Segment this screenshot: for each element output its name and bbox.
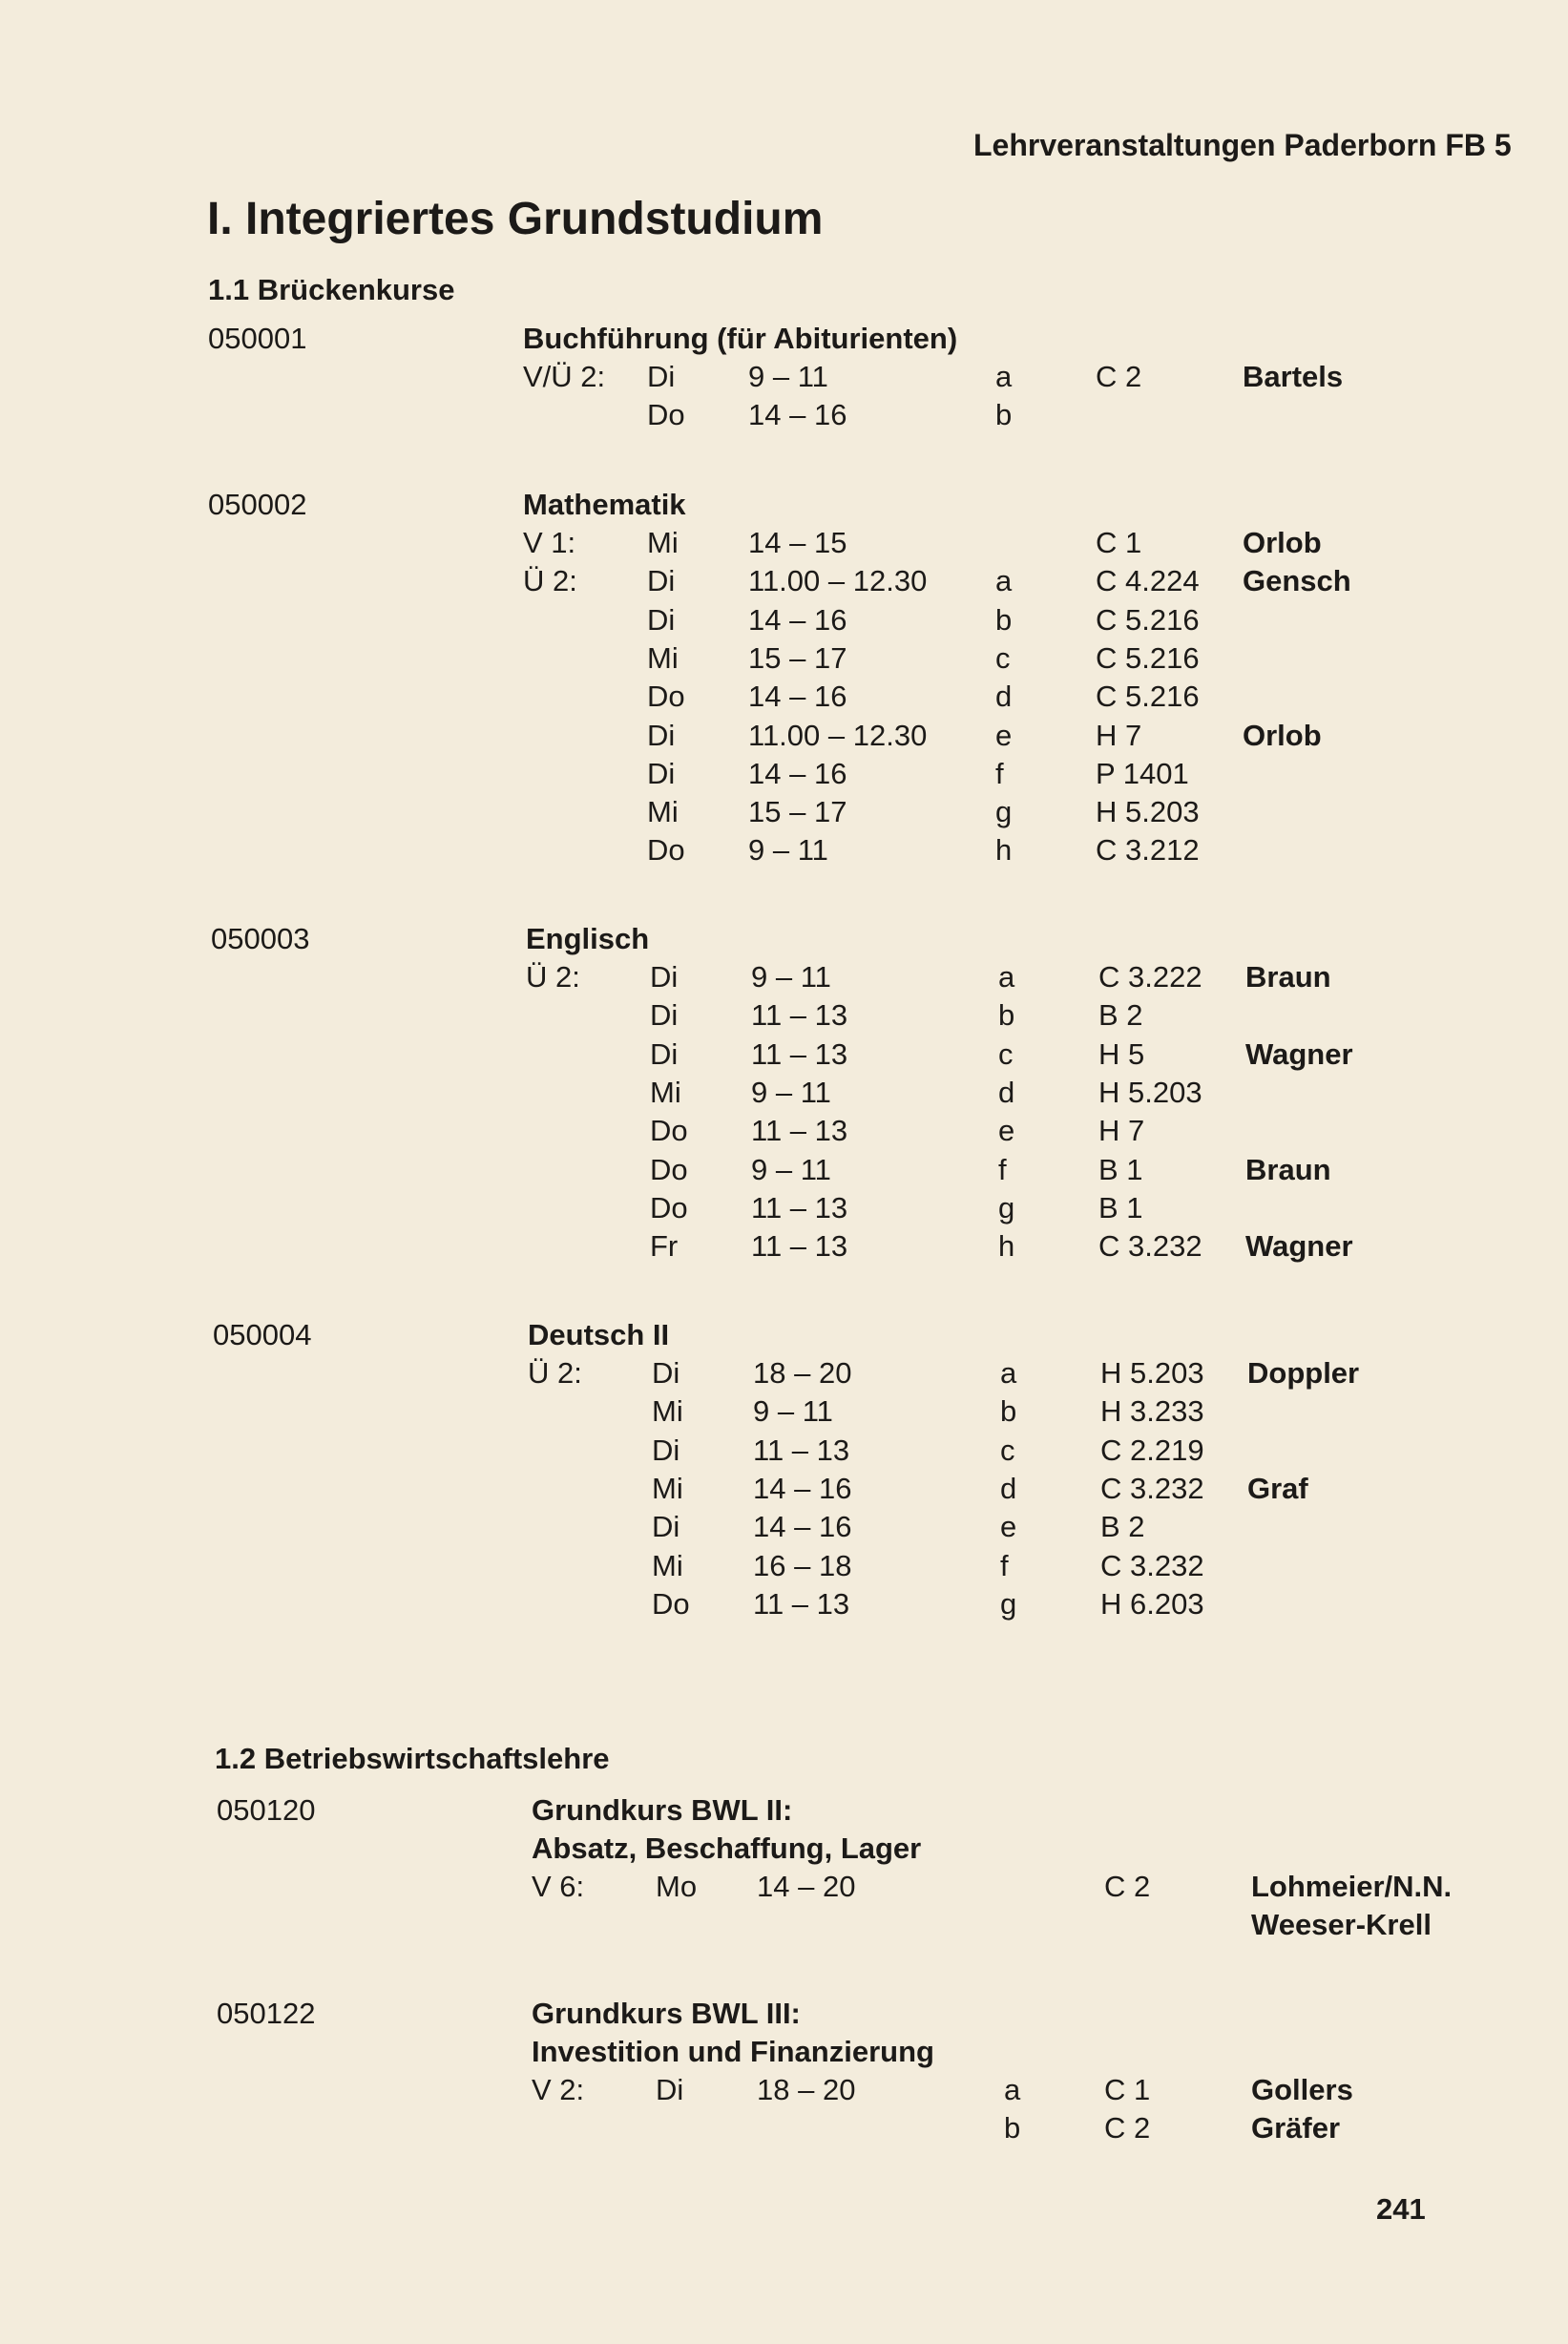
- group-letter: f: [1000, 1548, 1009, 1582]
- weekday: Di: [647, 564, 676, 598]
- session-type: Ü 2:: [523, 564, 577, 598]
- weekday: Di: [647, 360, 676, 393]
- time-slot: 11 – 13: [753, 1586, 850, 1621]
- time-slot: 14 – 16: [748, 398, 847, 432]
- course-title: Grundkurs BWL III:: [532, 1997, 801, 2030]
- lecturer: Gensch: [1243, 564, 1351, 598]
- weekday: Do: [647, 398, 685, 432]
- group-letter: e: [995, 718, 1013, 752]
- time-slot: 11.00 – 12.30: [748, 718, 928, 752]
- group-letter: e: [998, 1114, 1015, 1148]
- room: C 3.232: [1100, 1471, 1204, 1505]
- time-slot: 11 – 13: [753, 1433, 850, 1467]
- time-slot: 15 – 17: [748, 795, 847, 829]
- room: C 3.232: [1098, 1229, 1202, 1264]
- group-letter: d: [995, 680, 1013, 714]
- time-slot: 14 – 16: [753, 1471, 852, 1505]
- time-slot: 9 – 11: [751, 960, 831, 994]
- room: B 2: [1100, 1510, 1145, 1544]
- schedule-row: [0, 398, 1568, 436]
- group-letter: e: [1000, 1510, 1017, 1544]
- schedule-row: [5, 1510, 1568, 1548]
- lecturer: Braun: [1245, 1152, 1331, 1186]
- time-slot: 9 – 11: [751, 1075, 831, 1109]
- time-slot: 11.00 – 12.30: [748, 564, 928, 598]
- course-title: Englisch: [526, 922, 650, 955]
- course-id: 050002: [208, 488, 307, 521]
- group-letter: h: [995, 833, 1013, 868]
- weekday: Mo: [656, 1870, 698, 1903]
- schedule-row: [0, 680, 1568, 718]
- lecturer: Braun: [1245, 960, 1331, 994]
- session-type: V/Ü 2:: [523, 360, 606, 393]
- room: C 4.224: [1096, 564, 1200, 598]
- schedule-row: [9, 2111, 1568, 2149]
- room: B 1: [1098, 1190, 1143, 1224]
- time-slot: 14 – 16: [748, 602, 847, 637]
- schedule-row: [0, 641, 1568, 680]
- group-letter: d: [1000, 1471, 1017, 1505]
- schedule-row: [3, 1037, 1568, 1076]
- group-letter: g: [1000, 1586, 1017, 1621]
- course-title: Mathematik: [523, 488, 686, 521]
- time-slot: 14 – 16: [748, 756, 847, 790]
- schedule-row: [0, 833, 1568, 871]
- weekday: Mi: [647, 640, 679, 675]
- lecturer: Wagner: [1245, 1036, 1353, 1071]
- time-slot: 14 – 15: [748, 526, 847, 559]
- group-letter: g: [998, 1190, 1015, 1224]
- time-slot: 14 – 16: [748, 680, 847, 714]
- group-letter: c: [995, 640, 1011, 675]
- schedule-row: [0, 795, 1568, 833]
- room: C 3.212: [1096, 833, 1200, 868]
- lecturer: Bartels: [1243, 360, 1344, 393]
- room: C 5.216: [1096, 680, 1200, 714]
- schedule-row: [5, 1472, 1568, 1510]
- weekday: Do: [652, 1586, 690, 1621]
- schedule-row: [0, 526, 1568, 564]
- weekday: Do: [650, 1190, 688, 1224]
- group-letter: f: [998, 1152, 1007, 1186]
- course-id: 050004: [213, 1318, 312, 1351]
- lecturer: Orlob: [1243, 526, 1322, 559]
- time-slot: 14 – 16: [753, 1510, 852, 1544]
- schedule-row: [5, 1549, 1568, 1587]
- weekday: Di: [652, 1510, 680, 1544]
- weekday: Do: [650, 1152, 688, 1186]
- weekday: Di: [652, 1433, 680, 1467]
- room: C 5.216: [1096, 602, 1200, 637]
- time-slot: 9 – 11: [748, 360, 828, 393]
- session-type: Ü 2:: [528, 1356, 582, 1390]
- group-letter: a: [1000, 1356, 1017, 1390]
- lecturer: Lohmeier/N.N.: [1251, 1870, 1453, 1903]
- room: C 2.219: [1100, 1433, 1204, 1467]
- lecturer: Gollers: [1251, 2073, 1353, 2106]
- group-letter: f: [995, 756, 1004, 790]
- lecturer: Graf: [1247, 1471, 1308, 1505]
- group-letter: a: [995, 360, 1013, 393]
- weekday: Di: [652, 1356, 680, 1390]
- weekday: Di: [650, 1036, 679, 1071]
- time-slot: 9 – 11: [751, 1152, 831, 1186]
- group-letter: g: [995, 795, 1013, 829]
- weekday: Di: [650, 998, 679, 1033]
- time-slot: 16 – 18: [753, 1548, 852, 1582]
- weekday: Do: [647, 680, 685, 714]
- room: C 2: [1104, 1870, 1151, 1903]
- schedule-row: [3, 1114, 1568, 1152]
- course-title: Buchführung (für Abiturienten): [523, 322, 958, 355]
- lecturer: Wagner: [1245, 1229, 1353, 1264]
- schedule-row: [0, 564, 1568, 602]
- course-title: Deutsch II: [528, 1318, 670, 1351]
- time-slot: 9 – 11: [748, 833, 828, 868]
- session-type: V 2:: [532, 2073, 585, 2106]
- room: H 5.203: [1098, 1075, 1202, 1109]
- room: H 5: [1098, 1036, 1145, 1071]
- schedule-row: [9, 1870, 1568, 1908]
- lecturer: Gräfer: [1251, 2111, 1341, 2145]
- room: B 1: [1098, 1152, 1143, 1186]
- room: P 1401: [1096, 756, 1189, 790]
- schedule-row: [5, 1394, 1568, 1433]
- room: H 5.203: [1096, 795, 1200, 829]
- session-type: V 6:: [532, 1870, 585, 1903]
- weekday: Di: [647, 602, 676, 637]
- course-title: Investition und Finanzierung: [532, 2035, 934, 2068]
- room: C 1: [1104, 2073, 1151, 2106]
- group-letter: b: [1000, 1394, 1017, 1429]
- weekday: Di: [656, 2073, 684, 2106]
- time-slot: 9 – 11: [753, 1394, 833, 1429]
- weekday: Mi: [652, 1471, 683, 1505]
- room: C 3.232: [1100, 1548, 1204, 1582]
- time-slot: 15 – 17: [748, 640, 847, 675]
- schedule-row: [3, 998, 1568, 1036]
- weekday: Di: [647, 756, 676, 790]
- room: B 2: [1098, 998, 1143, 1033]
- time-slot: 14 – 20: [757, 1870, 856, 1903]
- weekday: Mi: [647, 795, 679, 829]
- schedule-row: [5, 1587, 1568, 1625]
- section-title-brueckenkurse: 1.1 Brückenkurse: [208, 273, 455, 306]
- schedule-row: [5, 1434, 1568, 1472]
- group-letter: h: [998, 1229, 1015, 1264]
- weekday: Mi: [647, 526, 679, 559]
- room: H 7: [1098, 1114, 1145, 1148]
- course-title: Grundkurs BWL II:: [532, 1793, 793, 1827]
- weekday: Do: [650, 1114, 688, 1148]
- lecturer: Doppler: [1247, 1356, 1360, 1390]
- course-title: Absatz, Beschaffung, Lager: [532, 1831, 922, 1865]
- course-id: 050120: [217, 1793, 316, 1827]
- weekday: Do: [647, 833, 685, 868]
- schedule-row: [3, 1076, 1568, 1114]
- group-letter: c: [1000, 1433, 1015, 1467]
- schedule-row: [3, 1191, 1568, 1229]
- time-slot: 11 – 13: [751, 1036, 848, 1071]
- group-letter: b: [998, 998, 1015, 1033]
- schedule-row: [3, 1153, 1568, 1191]
- session-type: V 1:: [523, 526, 576, 559]
- main-title: I. Integriertes Grundstudium: [207, 194, 824, 244]
- group-letter: a: [995, 564, 1013, 598]
- schedule-row: [0, 757, 1568, 795]
- group-letter: c: [998, 1036, 1014, 1071]
- weekday: Mi: [652, 1394, 683, 1429]
- room: C 2: [1104, 2111, 1151, 2145]
- schedule-row: [0, 719, 1568, 757]
- schedule-row: [0, 360, 1568, 398]
- group-letter: b: [1004, 2111, 1021, 2145]
- time-slot: 11 – 13: [751, 1190, 848, 1224]
- time-slot: 18 – 20: [757, 2073, 856, 2106]
- session-type: Ü 2:: [526, 960, 580, 994]
- weekday: Mi: [652, 1548, 683, 1582]
- time-slot: 11 – 13: [751, 998, 848, 1033]
- schedule-row: [9, 2073, 1568, 2111]
- room: H 7: [1096, 718, 1142, 752]
- time-slot: 11 – 13: [751, 1114, 848, 1148]
- weekday: Mi: [650, 1075, 681, 1109]
- room: C 3.222: [1098, 960, 1202, 994]
- schedule-row: [3, 1229, 1568, 1267]
- group-letter: a: [1004, 2073, 1021, 2106]
- group-letter: b: [995, 398, 1013, 432]
- room: H 6.203: [1100, 1586, 1204, 1621]
- room: H 5.203: [1100, 1356, 1204, 1390]
- page-number: 241: [1376, 2192, 1426, 2226]
- weekday: Di: [650, 960, 679, 994]
- course-id: 050122: [217, 1997, 316, 2030]
- room: C 2: [1096, 360, 1142, 393]
- course-id: 050003: [211, 922, 310, 955]
- section-title-bwl: 1.2 Betriebswirtschaftslehre: [215, 1742, 610, 1775]
- schedule-row: [3, 960, 1568, 998]
- time-slot: 11 – 13: [751, 1229, 848, 1264]
- running-header: Lehrveranstaltungen Paderborn FB 5: [973, 128, 1512, 162]
- schedule-row: [9, 1908, 1568, 1946]
- room: H 3.233: [1100, 1394, 1204, 1429]
- group-letter: d: [998, 1075, 1015, 1109]
- room: C 1: [1096, 526, 1142, 559]
- group-letter: b: [995, 602, 1013, 637]
- group-letter: a: [998, 960, 1015, 994]
- weekday: Fr: [650, 1229, 679, 1264]
- lecturer: Weeser-Krell: [1251, 1908, 1432, 1942]
- schedule-row: [0, 603, 1568, 641]
- schedule-row: [5, 1356, 1568, 1394]
- weekday: Di: [647, 718, 676, 752]
- lecturer: Orlob: [1243, 718, 1322, 752]
- course-id: 050001: [208, 322, 307, 355]
- room: C 5.216: [1096, 640, 1200, 675]
- time-slot: 18 – 20: [753, 1356, 852, 1390]
